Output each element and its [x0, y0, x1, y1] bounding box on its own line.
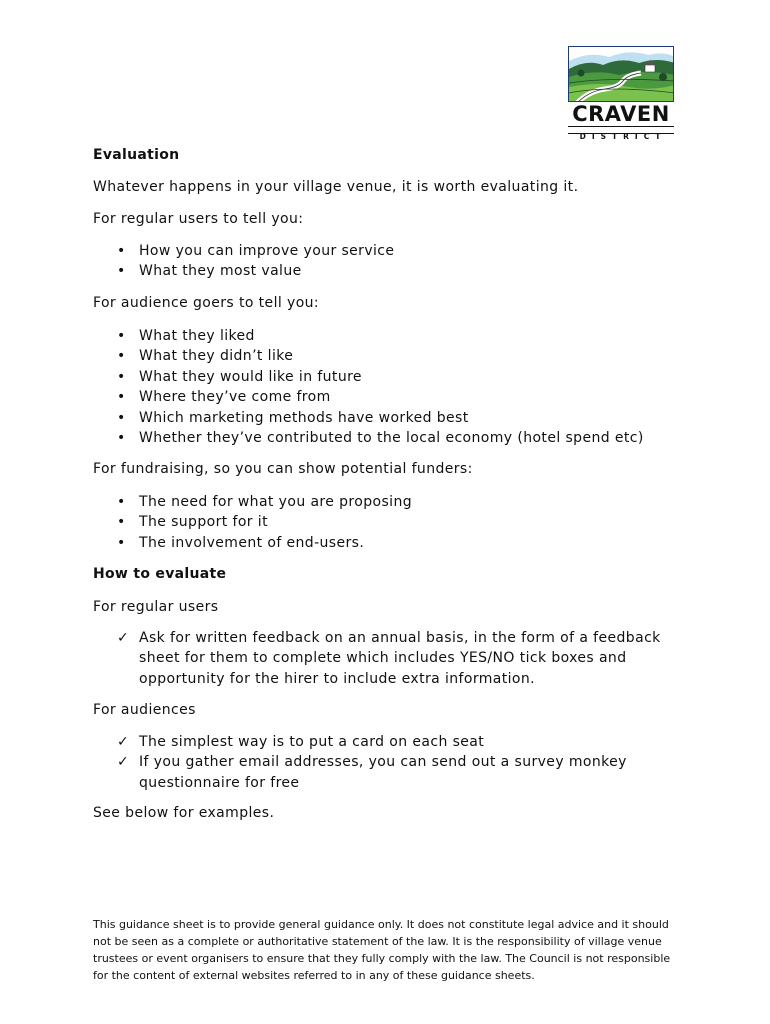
logo-district-label: DISTRICT	[579, 132, 667, 141]
check-item: ✓ Ask for written feedback on an annual basis, in the form of a feedback sheet for them to complete which includes YES/NO tick boxes and opportunity for the hirer to include extra information.	[117, 630, 661, 687]
logo-wordmark: CRAVEN	[572, 102, 670, 126]
check-icon: ✓	[117, 754, 130, 771]
list-item: • The involvement of end-users.	[117, 534, 365, 551]
regular-users-label: For regular users	[93, 599, 219, 615]
list-item: • What they didn’t like	[117, 348, 294, 365]
how-to-evaluate-heading: How to evaluate	[93, 566, 227, 582]
check-icon: ✓	[117, 630, 130, 646]
list-item: • What they would like in future	[117, 368, 362, 385]
evaluation-heading: Evaluation	[93, 147, 180, 163]
list-item: • The need for what you are proposing	[117, 494, 413, 510]
audience-intro: For audience goers to tell you:	[93, 295, 320, 311]
check-item: ✓ If you gather email addresses, you can send out a survey monkey questionnaire for free	[117, 754, 627, 791]
regular-users-list	[93, 241, 394, 282]
list-item: • What they most value	[117, 263, 302, 280]
list-item: • Whether they’ve contributed to the local economy (hotel spend etc)	[117, 430, 644, 447]
list-item: • Where they’ve come from	[117, 389, 331, 406]
audience-checklist	[93, 732, 683, 793]
fundraising-list	[93, 492, 412, 553]
list-item: • The support for it	[117, 514, 268, 531]
fundraising-intro: For fundraising, so you can show potential funders:	[93, 461, 473, 477]
audiences-label: For audiences	[93, 702, 196, 718]
regular-users-intro: For regular users to tell you:	[93, 211, 304, 227]
see-below-note: See below for examples.	[93, 805, 275, 821]
check-icon: ✓	[117, 734, 130, 750]
list-item: • How you can improve your service	[117, 243, 395, 259]
list-item: • What they liked	[117, 328, 255, 344]
regular-users-checklist	[93, 628, 683, 689]
list-item: • Which marketing methods have worked best	[117, 409, 469, 426]
disclaimer-footer: This guidance sheet is to provide general guidance only. It does not constitute legal advice and it should not be seen as a complete or authoritative statement of the law. It is the responsibility of village venue trustees or event organisers to ensure that they fully comply with the law. The Council is not responsible for the content of external websites referred to in any of these guidance sheets.	[93, 918, 671, 982]
landscape-illustration	[568, 46, 674, 102]
intro-paragraph: Whatever happens in your village venue, it is worth evaluating it.	[93, 179, 579, 195]
audience-list	[93, 326, 644, 448]
craven-district-logo	[568, 46, 674, 140]
check-item: ✓ The simplest way is to put a card on each seat	[93, 732, 683, 752]
